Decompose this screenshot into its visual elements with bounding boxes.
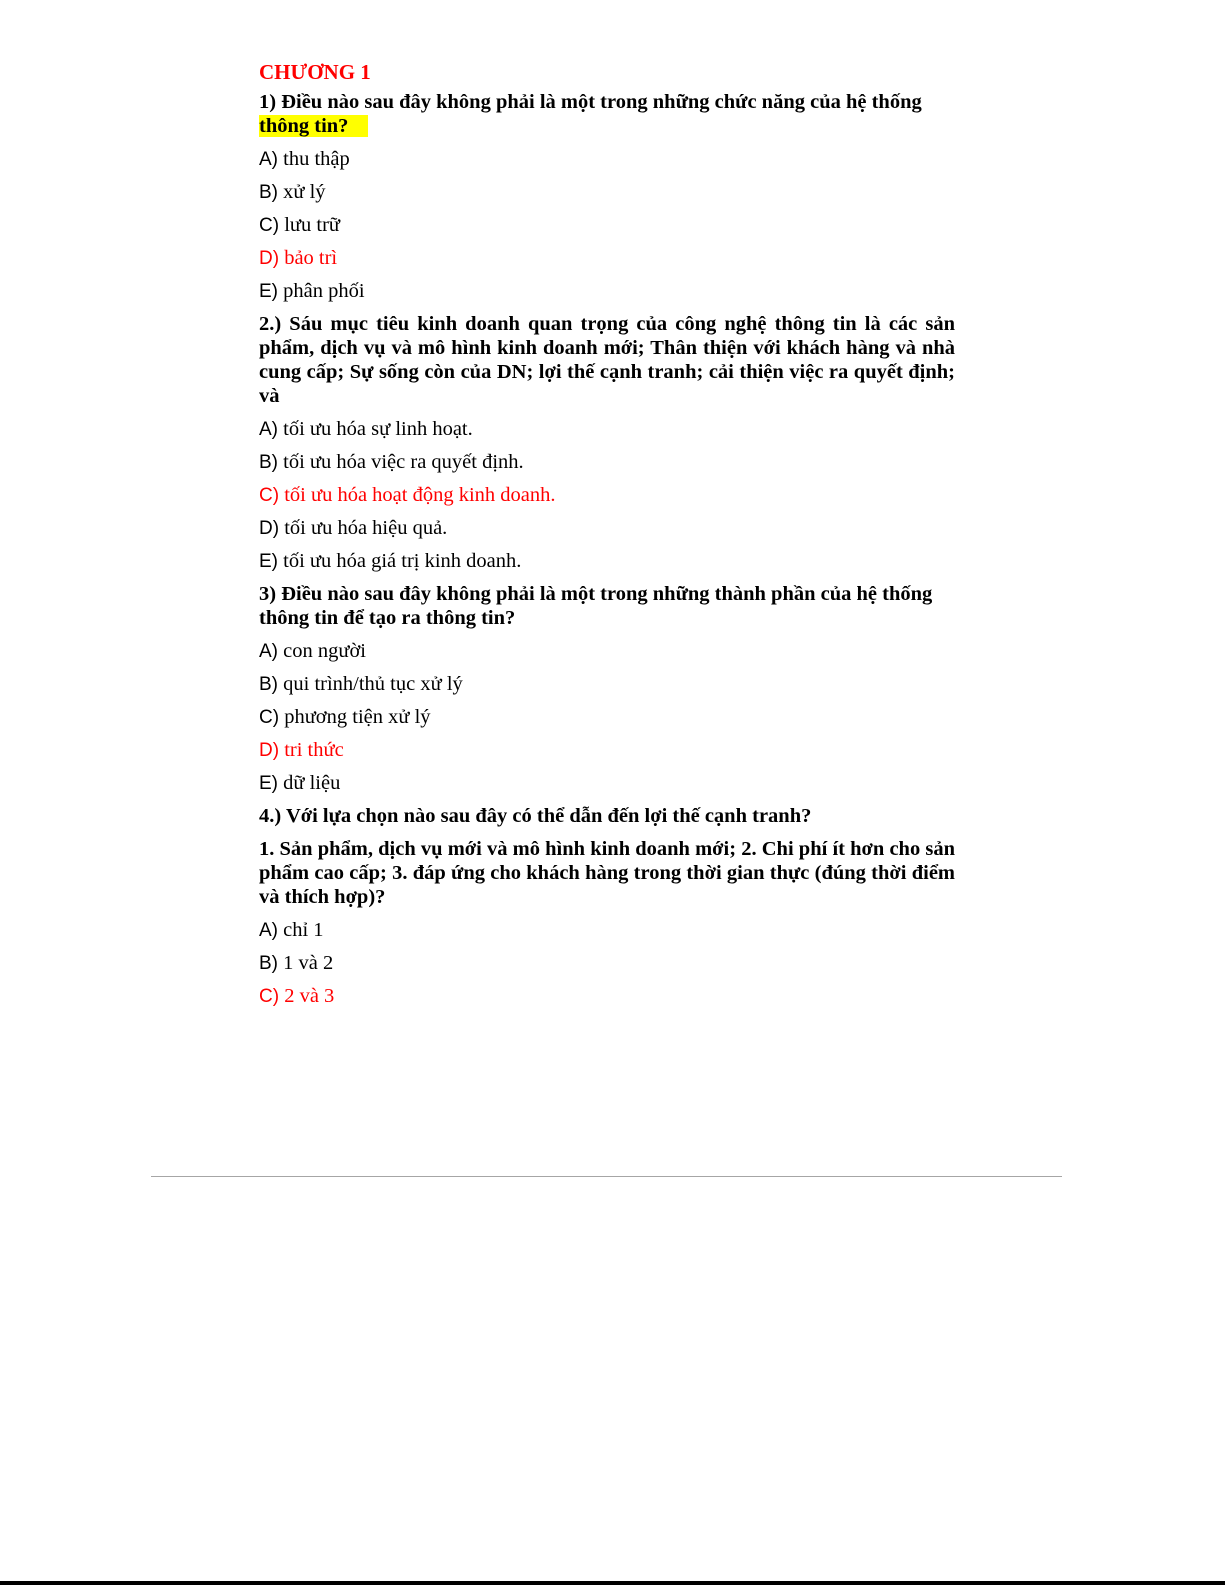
page-footer-divider	[151, 1176, 1062, 1177]
q1-option-b: B) xử lý	[259, 181, 326, 203]
question-4-sub-prompt: 1. Sản phẩm, dịch vụ mới và mô hình kinh doanh mới; 2. Chi phí ít hơn cho sản phẩm cao cấp; 3. đáp ứng cho khách hàng trong thời gian thực (đúng thời điểm và thích hợp)?	[259, 838, 955, 908]
q2-option-d: D) tối ưu hóa hiệu quả.	[259, 517, 448, 539]
q3-option-e: E) dữ liệu	[259, 772, 341, 794]
q4-option-b: B) 1 và 2	[259, 952, 334, 974]
question-3-prompt: 3) Điều nào sau đây không phải là một trong những thành phần của hệ thống thông tin để tạo ra thông tin?	[259, 583, 933, 629]
q3-option-a: A) con người	[259, 640, 366, 662]
q3-option-c: C) phương tiện xử lý	[259, 706, 431, 728]
document-page	[259, 58, 955, 1017]
q1-option-c: C) lưu trữ	[259, 214, 341, 236]
q2-option-a: A) tối ưu hóa sự linh hoạt.	[259, 418, 473, 440]
question-2-prompt: 2.) Sáu mục tiêu kinh doanh quan trọng của công nghệ thông tin là các sản phẩm, dịch vụ và mô hình kinh doanh mới; Thân thiện với khách hàng và nhà cung cấp; Sự sống còn của DN; lợi thế cạnh tranh; cải thiện việc ra quyết định; và	[259, 313, 955, 407]
q1-option-a: A) thu thập	[259, 148, 350, 170]
question-1-prompt-main: 1) Điều nào sau đây không phải là một trong những chức năng của hệ thống	[259, 91, 922, 113]
q4-option-c-correct: C) 2 và 3	[259, 985, 335, 1007]
q1-option-e: E) phân phối	[259, 280, 365, 302]
question-1-prompt-highlight: thông tin?	[259, 115, 368, 137]
q2-option-e: E) tối ưu hóa giá trị kinh doanh.	[259, 550, 522, 572]
question-4-prompt: 4.) Với lựa chọn nào sau đây có thể dẫn đến lợi thế cạnh tranh?	[259, 805, 812, 827]
q2-option-b: B) tối ưu hóa việc ra quyết định.	[259, 451, 524, 473]
question-1-prompt	[259, 90, 955, 138]
q3-option-b: B) qui trình/thủ tục xử lý	[259, 673, 463, 695]
q2-option-c-correct: C) tối ưu hóa hoạt động kinh doanh.	[259, 484, 556, 506]
page-bottom-border	[0, 1581, 1225, 1585]
chapter-title: CHƯƠNG 1	[259, 60, 371, 84]
q4-option-a: A) chỉ 1	[259, 919, 324, 941]
q3-option-d-correct: D) tri thức	[259, 739, 344, 761]
q1-option-d-correct: D) bảo trì	[259, 247, 338, 269]
